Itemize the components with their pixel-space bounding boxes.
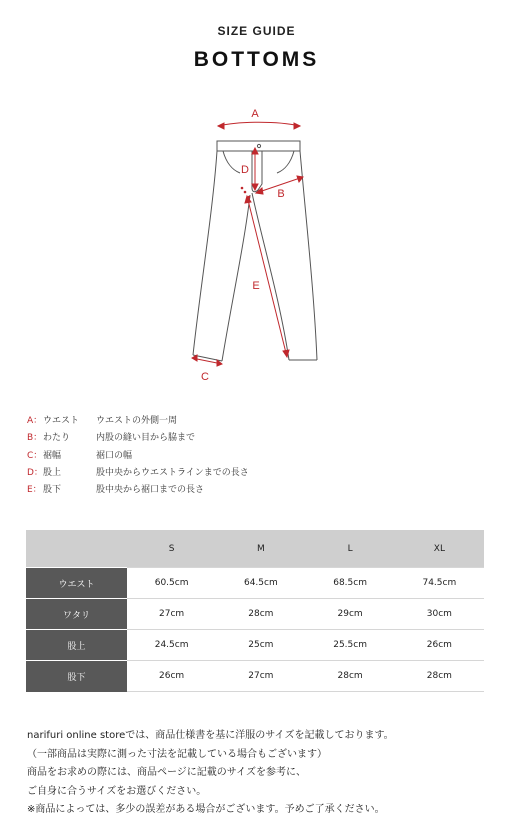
row-label: 股下: [26, 661, 127, 692]
table-cell: 30cm: [395, 599, 484, 630]
pants-diagram: [170, 100, 350, 390]
legend-name: わたり: [43, 433, 71, 444]
table-cell: 74.5cm: [395, 568, 484, 599]
legend-name: 股上: [43, 467, 62, 478]
size-notes: [27, 727, 394, 820]
legend-name: ウエスト: [43, 416, 80, 426]
table-cell: 28cm: [395, 661, 484, 692]
table-row: [26, 630, 484, 661]
measurement-legend: [27, 413, 249, 499]
legend-key: A：: [27, 416, 43, 426]
size-header: M: [216, 530, 305, 568]
size-table: [26, 530, 484, 692]
table-row: [26, 599, 484, 630]
legend-key: D：: [27, 467, 43, 478]
legend-item-a: [27, 413, 249, 430]
legend-desc: 裾口の幅: [96, 450, 133, 461]
label-d: D: [241, 164, 249, 176]
legend-key: B：: [27, 433, 43, 444]
table-cell: 64.5cm: [216, 568, 305, 599]
legend-desc: 股中央からウエストラインまでの長さ: [96, 467, 249, 478]
table-corner: [26, 530, 127, 568]
table-cell: 28cm: [216, 599, 305, 630]
legend-item-b: [27, 430, 249, 447]
table-cell: 26cm: [127, 661, 216, 692]
table-cell: 27cm: [127, 599, 216, 630]
table-cell: 29cm: [306, 599, 395, 630]
table-cell: 25cm: [216, 630, 305, 661]
label-b: B: [277, 188, 285, 200]
table-cell: 25.5cm: [306, 630, 395, 661]
page-title: BOTTOMS: [193, 48, 320, 71]
row-label: 股上: [26, 630, 127, 661]
note-line: narifuri online storeでは、商品仕様書を基に洋服のサイズを記載しております。: [27, 730, 394, 741]
table-cell: 24.5cm: [127, 630, 216, 661]
note-line: （一部商品は実際に測った寸法を記載している場合もございます）: [27, 748, 327, 760]
note-line: ※商品によっては、多少の誤差がある場合がございます。予めご了承ください。: [27, 804, 385, 816]
table-cell: 27cm: [216, 661, 305, 692]
legend-item-c: [27, 448, 249, 465]
size-header: XL: [395, 530, 484, 568]
row-label: ウエスト: [26, 568, 127, 599]
legend-key: E：: [27, 485, 42, 496]
legend-item-d: [27, 465, 249, 482]
row-label: ワタリ: [26, 599, 127, 630]
size-guide-subtitle: SIZE GUIDE: [217, 24, 296, 38]
legend-name: 裾幅: [43, 450, 62, 461]
legend-key: C：: [27, 450, 43, 461]
legend-desc: ウエストの外側一周: [96, 416, 178, 426]
table-row: [26, 568, 484, 599]
size-header: S: [127, 530, 216, 568]
legend-desc: 内股の縫い目から脇まで: [96, 433, 196, 444]
table-cell: 28cm: [306, 661, 395, 692]
label-a: A: [251, 108, 259, 120]
size-header-row: [26, 530, 484, 568]
label-c: C: [201, 371, 209, 383]
table-cell: 68.5cm: [306, 568, 395, 599]
size-header: L: [306, 530, 395, 568]
legend-name: 股下: [43, 485, 62, 496]
legend-desc: 股中央から裾口までの長さ: [96, 485, 205, 496]
table-cell: 60.5cm: [127, 568, 216, 599]
label-e: E: [252, 280, 260, 292]
table-row: [26, 661, 484, 692]
legend-item-e: [27, 482, 249, 499]
note-line: 商品をお求めの際には、商品ページに記載のサイズを参考に、: [27, 767, 306, 779]
table-cell: 26cm: [395, 630, 484, 661]
note-line: ご自身に合うサイズをお選びください。: [27, 785, 207, 797]
